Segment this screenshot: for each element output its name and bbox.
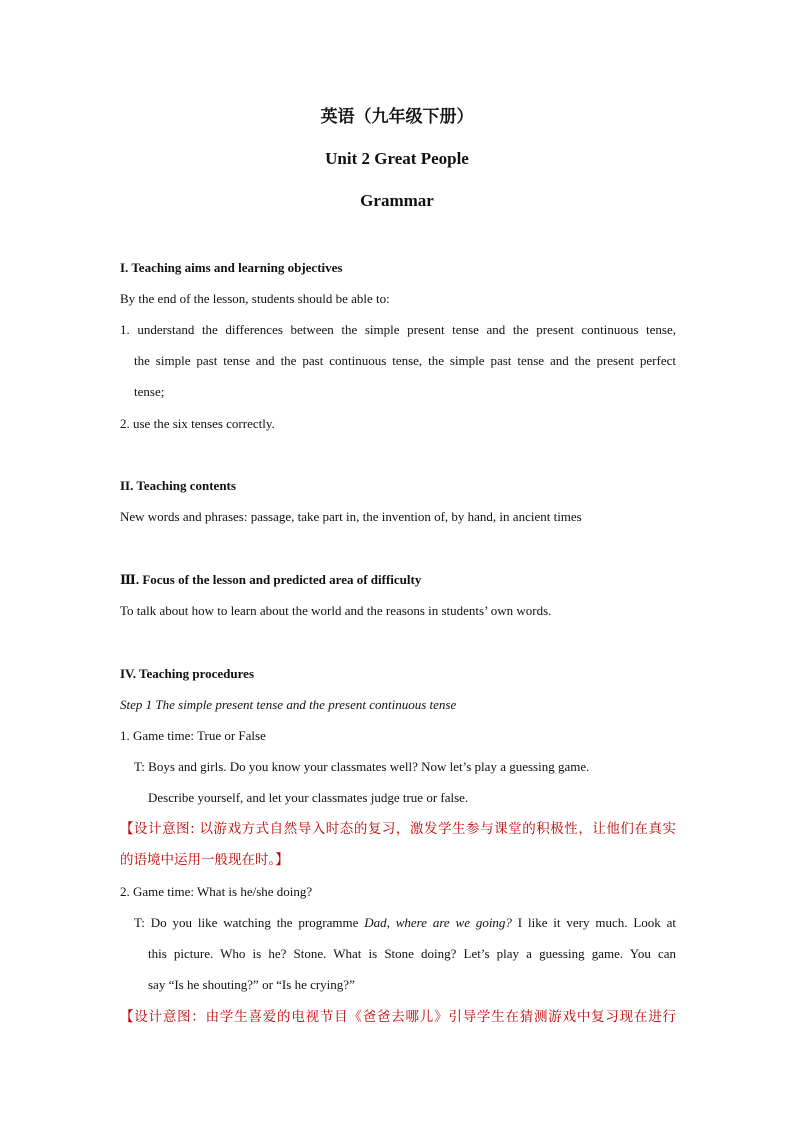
design-note-2-line-1: 【设计意图：由学生喜爱的电视节目《爸爸去哪儿》引导学生在猜测游戏中复习现在进行 bbox=[120, 1009, 676, 1025]
game-2-teacher-line-2: this picture. Who is he? Stone. What is Stone doing? Let’s play a guessing game. You can bbox=[148, 946, 676, 961]
aims-intro: By the end of the lesson, students should be able to: bbox=[120, 291, 390, 306]
contents-text: New words and phrases: passage, take part in, the invention of, by hand, in ancient times bbox=[120, 509, 582, 524]
game-2-teacher-line-1-end: I like it very much. Look at bbox=[511, 915, 676, 930]
lesson-title: Grammar bbox=[360, 191, 434, 210]
game-2-title: 2. Game time: What is he/she doing? bbox=[120, 884, 313, 899]
section-heading-focus: Ⅲ. Focus of the lesson and predicted area of difficulty bbox=[120, 572, 422, 587]
game-1-title: 1. Game time: True or False bbox=[120, 728, 266, 743]
design-note-1-line-2: 的语境中运用一般现在时。】 bbox=[120, 852, 289, 868]
section-heading-contents: II. Teaching contents bbox=[120, 478, 236, 493]
game-1-teacher-line-1: T: Boys and girls. Do you know your classmates well? Now let’s play a guessing game. bbox=[134, 759, 590, 774]
game-2-teacher-line-1-start: T: Do you like watching the programme bbox=[134, 915, 365, 930]
section-heading-aims: I. Teaching aims and learning objectives bbox=[120, 260, 343, 275]
aims-item-2: 2. use the six tenses correctly. bbox=[120, 416, 275, 431]
focus-text: To talk about how to learn about the world and the reasons in students’ own words. bbox=[120, 603, 552, 618]
aims-item-1-line-2: the simple past tense and the past continuous tense, the simple past tense and the present perfect bbox=[134, 353, 676, 368]
game-1-teacher-line-2: Describe yourself, and let your classmates judge true or false. bbox=[148, 790, 469, 805]
unit-title: Unit 2 Great People bbox=[325, 149, 469, 168]
aims-item-1-line-1: 1. understand the differences between the simple present tense and the present continuous tense, bbox=[120, 322, 676, 337]
programme-title: Dad, where are we going? bbox=[364, 915, 512, 930]
step-1-title: Step 1 The simple present tense and the present continuous tense bbox=[120, 697, 457, 712]
design-note-1-line-1: 【设计意图: 以游戏方式自然导入时态的复习，激发学生参与课堂的积极性，让他们在真实 bbox=[120, 821, 676, 837]
aims-item-1-line-3: tense; bbox=[134, 384, 165, 399]
game-2-teacher-line-1 bbox=[134, 915, 676, 931]
game-2-teacher-line-3: say “Is he shouting?” or “Is he crying?” bbox=[148, 977, 355, 992]
section-heading-procedures: IV. Teaching procedures bbox=[120, 666, 255, 681]
subject-title: 英语（九年级下册） bbox=[320, 107, 474, 126]
